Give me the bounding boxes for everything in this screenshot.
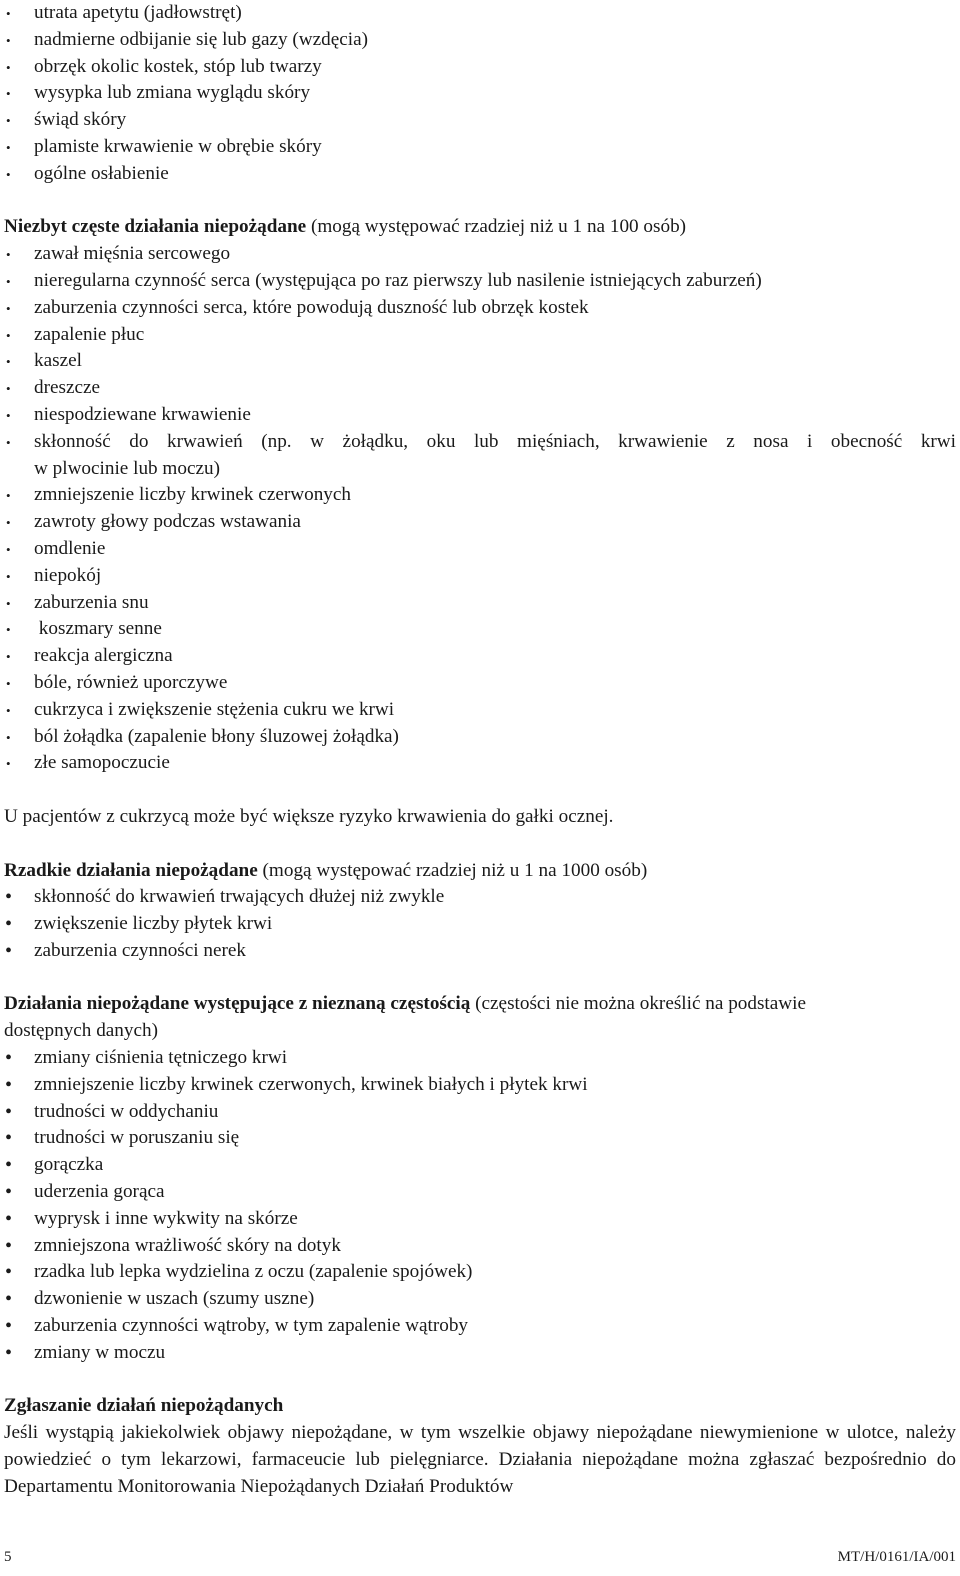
bullet-icon: • <box>6 381 11 397</box>
list-item: • zaburzenia czynności wątroby, w tym zapalenie wątroby <box>4 1313 956 1340</box>
list-item: • bóle, również uporczywe <box>4 670 956 697</box>
bullet-icon: • <box>6 273 11 289</box>
bullet-icon: • <box>6 702 11 718</box>
list-item: • złe samopoczucie <box>4 750 956 777</box>
document-code: MT/H/0161/IA/001 <box>837 1549 956 1565</box>
list-item: • dreszcze <box>4 375 956 402</box>
bullet-icon: • <box>6 488 11 504</box>
bullet-icon: • <box>5 1341 13 1364</box>
bullet-icon: • <box>6 756 11 772</box>
page-footer <box>4 1549 956 1566</box>
bullet-icon: • <box>6 729 11 745</box>
list-item: • wysypka lub zmiana wyglądu skóry <box>4 80 956 107</box>
bullet-icon: • <box>6 247 11 263</box>
list-item: • trudności w poruszaniu się <box>4 1125 956 1152</box>
bullet-icon: • <box>6 595 11 611</box>
list-item: • zwiększenie liczby płytek krwi <box>4 911 956 938</box>
bullet-icon: • <box>5 1154 13 1177</box>
bullet-icon: • <box>6 32 11 48</box>
list-item: • zawał mięśnia sercowego <box>4 241 956 268</box>
bullet-icon: • <box>6 113 11 129</box>
bullet-icon: • <box>6 354 11 370</box>
list-item: • rzadka lub lepka wydzielina z oczu (zapalenie spojówek) <box>4 1259 956 1286</box>
list-item: • zmniejszenie liczby krwinek czerwonych, krwinek białych i płytek krwi <box>4 1072 956 1099</box>
bullet-icon: • <box>6 407 11 423</box>
section-uncommon <box>4 214 956 777</box>
section-heading: Niezbyt częste działania niepożądane (mogą występować rzadziej niż u 1 na 100 osób) <box>4 216 687 238</box>
bullet-icon: • <box>6 166 11 182</box>
list-item: • omdlenie <box>4 536 956 563</box>
bullet-icon: • <box>5 1234 13 1257</box>
bullet-icon: • <box>6 568 11 584</box>
bullet-icon: • <box>6 6 11 21</box>
document-page <box>4 0 956 1501</box>
section-rare <box>4 858 956 965</box>
page-number: 5 <box>4 1549 12 1565</box>
bullet-icon: • <box>6 434 11 450</box>
list-item: • ból żołądka (zapalenie błony śluzowej żołądka) <box>4 724 956 751</box>
list-item: • zawroty głowy podczas wstawania <box>4 509 956 536</box>
list-item: • nieregularna czynność serca (występująca po raz pierwszy lub nasilenie istniejących zaburzeń) <box>4 268 956 295</box>
list-item: • niepokój <box>4 563 956 590</box>
bullet-icon: • <box>5 1181 13 1204</box>
list-item: • gorączka <box>4 1152 956 1179</box>
list-item: • ogólne osłabienie <box>4 161 956 188</box>
bullet-icon: • <box>5 1127 13 1150</box>
list-item: • nadmierne odbijanie się lub gazy (wzdęcia) <box>4 27 956 54</box>
bullet-icon: • <box>5 939 13 962</box>
list-item: • dzwonienie w uszach (szumy uszne) <box>4 1286 956 1313</box>
list-item-continuation: w plwocinie lub moczu) <box>34 457 220 479</box>
list-item: • niespodziewane krwawienie <box>4 402 956 429</box>
bullet-icon: • <box>6 515 11 531</box>
bullet-icon: • <box>5 1047 13 1070</box>
bullet-icon: • <box>5 1100 13 1123</box>
section-heading: Działania niepożądane występujące z nieznaną częstością (częstości nie można określić na podstawie dostępnych danych) <box>4 993 806 1042</box>
bullet-icon: • <box>6 327 11 343</box>
bullet-icon: • <box>5 1073 13 1096</box>
bullet-icon: • <box>6 86 11 102</box>
bullet-icon: • <box>5 1288 13 1311</box>
bullet-icon: • <box>6 675 11 691</box>
section-heading: Rzadkie działania niepożądane (mogą występować rzadziej niż u 1 na 1000 osób) <box>4 859 648 881</box>
list-item: • trudności w oddychaniu <box>4 1099 956 1126</box>
list-item: • skłonność do krwawień trwających dłużej niż zwykle <box>4 884 956 911</box>
list-item: • wyprysk i inne wykwity na skórze <box>4 1206 956 1233</box>
list-item: • utrata apetytu (jadłowstręt) <box>4 0 956 27</box>
list-item: • koszmary senne <box>4 616 956 643</box>
bullet-icon: • <box>6 59 11 75</box>
list-item: • kaszel <box>4 348 956 375</box>
bullet-icon: • <box>5 886 13 909</box>
list-item: • cukrzyca i zwiększenie stężenia cukru we krwi <box>4 697 956 724</box>
section-reporting <box>4 1393 956 1500</box>
bullet-icon: • <box>6 649 11 665</box>
diabetes-note: U pacjentów z cukrzycą może być większe ryzyko krwawienia do gałki ocznej. <box>4 805 614 827</box>
bullet-icon: • <box>5 1207 13 1230</box>
list-item: • zmiany ciśnienia tętniczego krwi <box>4 1045 956 1072</box>
list-item: • zmniejszona wrażliwość skóry na dotyk <box>4 1233 956 1260</box>
list-item: • zmniejszenie liczby krwinek czerwonych <box>4 482 956 509</box>
bullet-icon: • <box>6 622 11 638</box>
list-item: • zaburzenia czynności serca, które powodują duszność lub obrzęk kostek <box>4 295 956 322</box>
list-item: • zmiany w moczu <box>4 1340 956 1367</box>
section-heading: Zgłaszanie działań niepożądanych <box>4 1395 284 1417</box>
bullet-icon: • <box>5 1315 13 1338</box>
bullet-icon: • <box>6 541 11 557</box>
list-item: • zapalenie płuc <box>4 322 956 349</box>
list-item: • plamiste krwawienie w obrębie skóry <box>4 134 956 161</box>
list-item: • skłonność do krwawień (np. w żołądku, oku lub mięśniach, krwawienie z nosa i obecność krwi <box>4 429 956 456</box>
list-item: • uderzenia gorąca <box>4 1179 956 1206</box>
list-item: • obrzęk okolic kostek, stóp lub twarzy <box>4 54 956 81</box>
section-unknown <box>4 991 956 1366</box>
list-item: • reakcja alergiczna <box>4 643 956 670</box>
list-item: • świąd skóry <box>4 107 956 134</box>
bullet-icon: • <box>6 139 11 155</box>
bullet-icon: • <box>6 300 11 316</box>
bullet-icon: • <box>5 1261 13 1284</box>
bullet-icon: • <box>5 913 13 936</box>
reporting-body: Jeśli wystąpią jakiekolwiek objawy niepożądane, w tym wszelkie objawy niepożądane niewymienione w ulotce, należy powiedzieć o tym lekarzowi, farmaceucie lub pielęgniarce. Działania niepożądane można zgłaszać bezpośrednio do Departamentu Monitorowania Niepożądanych Działań Produktów <box>4 1422 956 1497</box>
list-item: • zaburzenia snu <box>4 590 956 617</box>
list-top <box>4 0 956 188</box>
list-item: • zaburzenia czynności nerek <box>4 938 956 965</box>
